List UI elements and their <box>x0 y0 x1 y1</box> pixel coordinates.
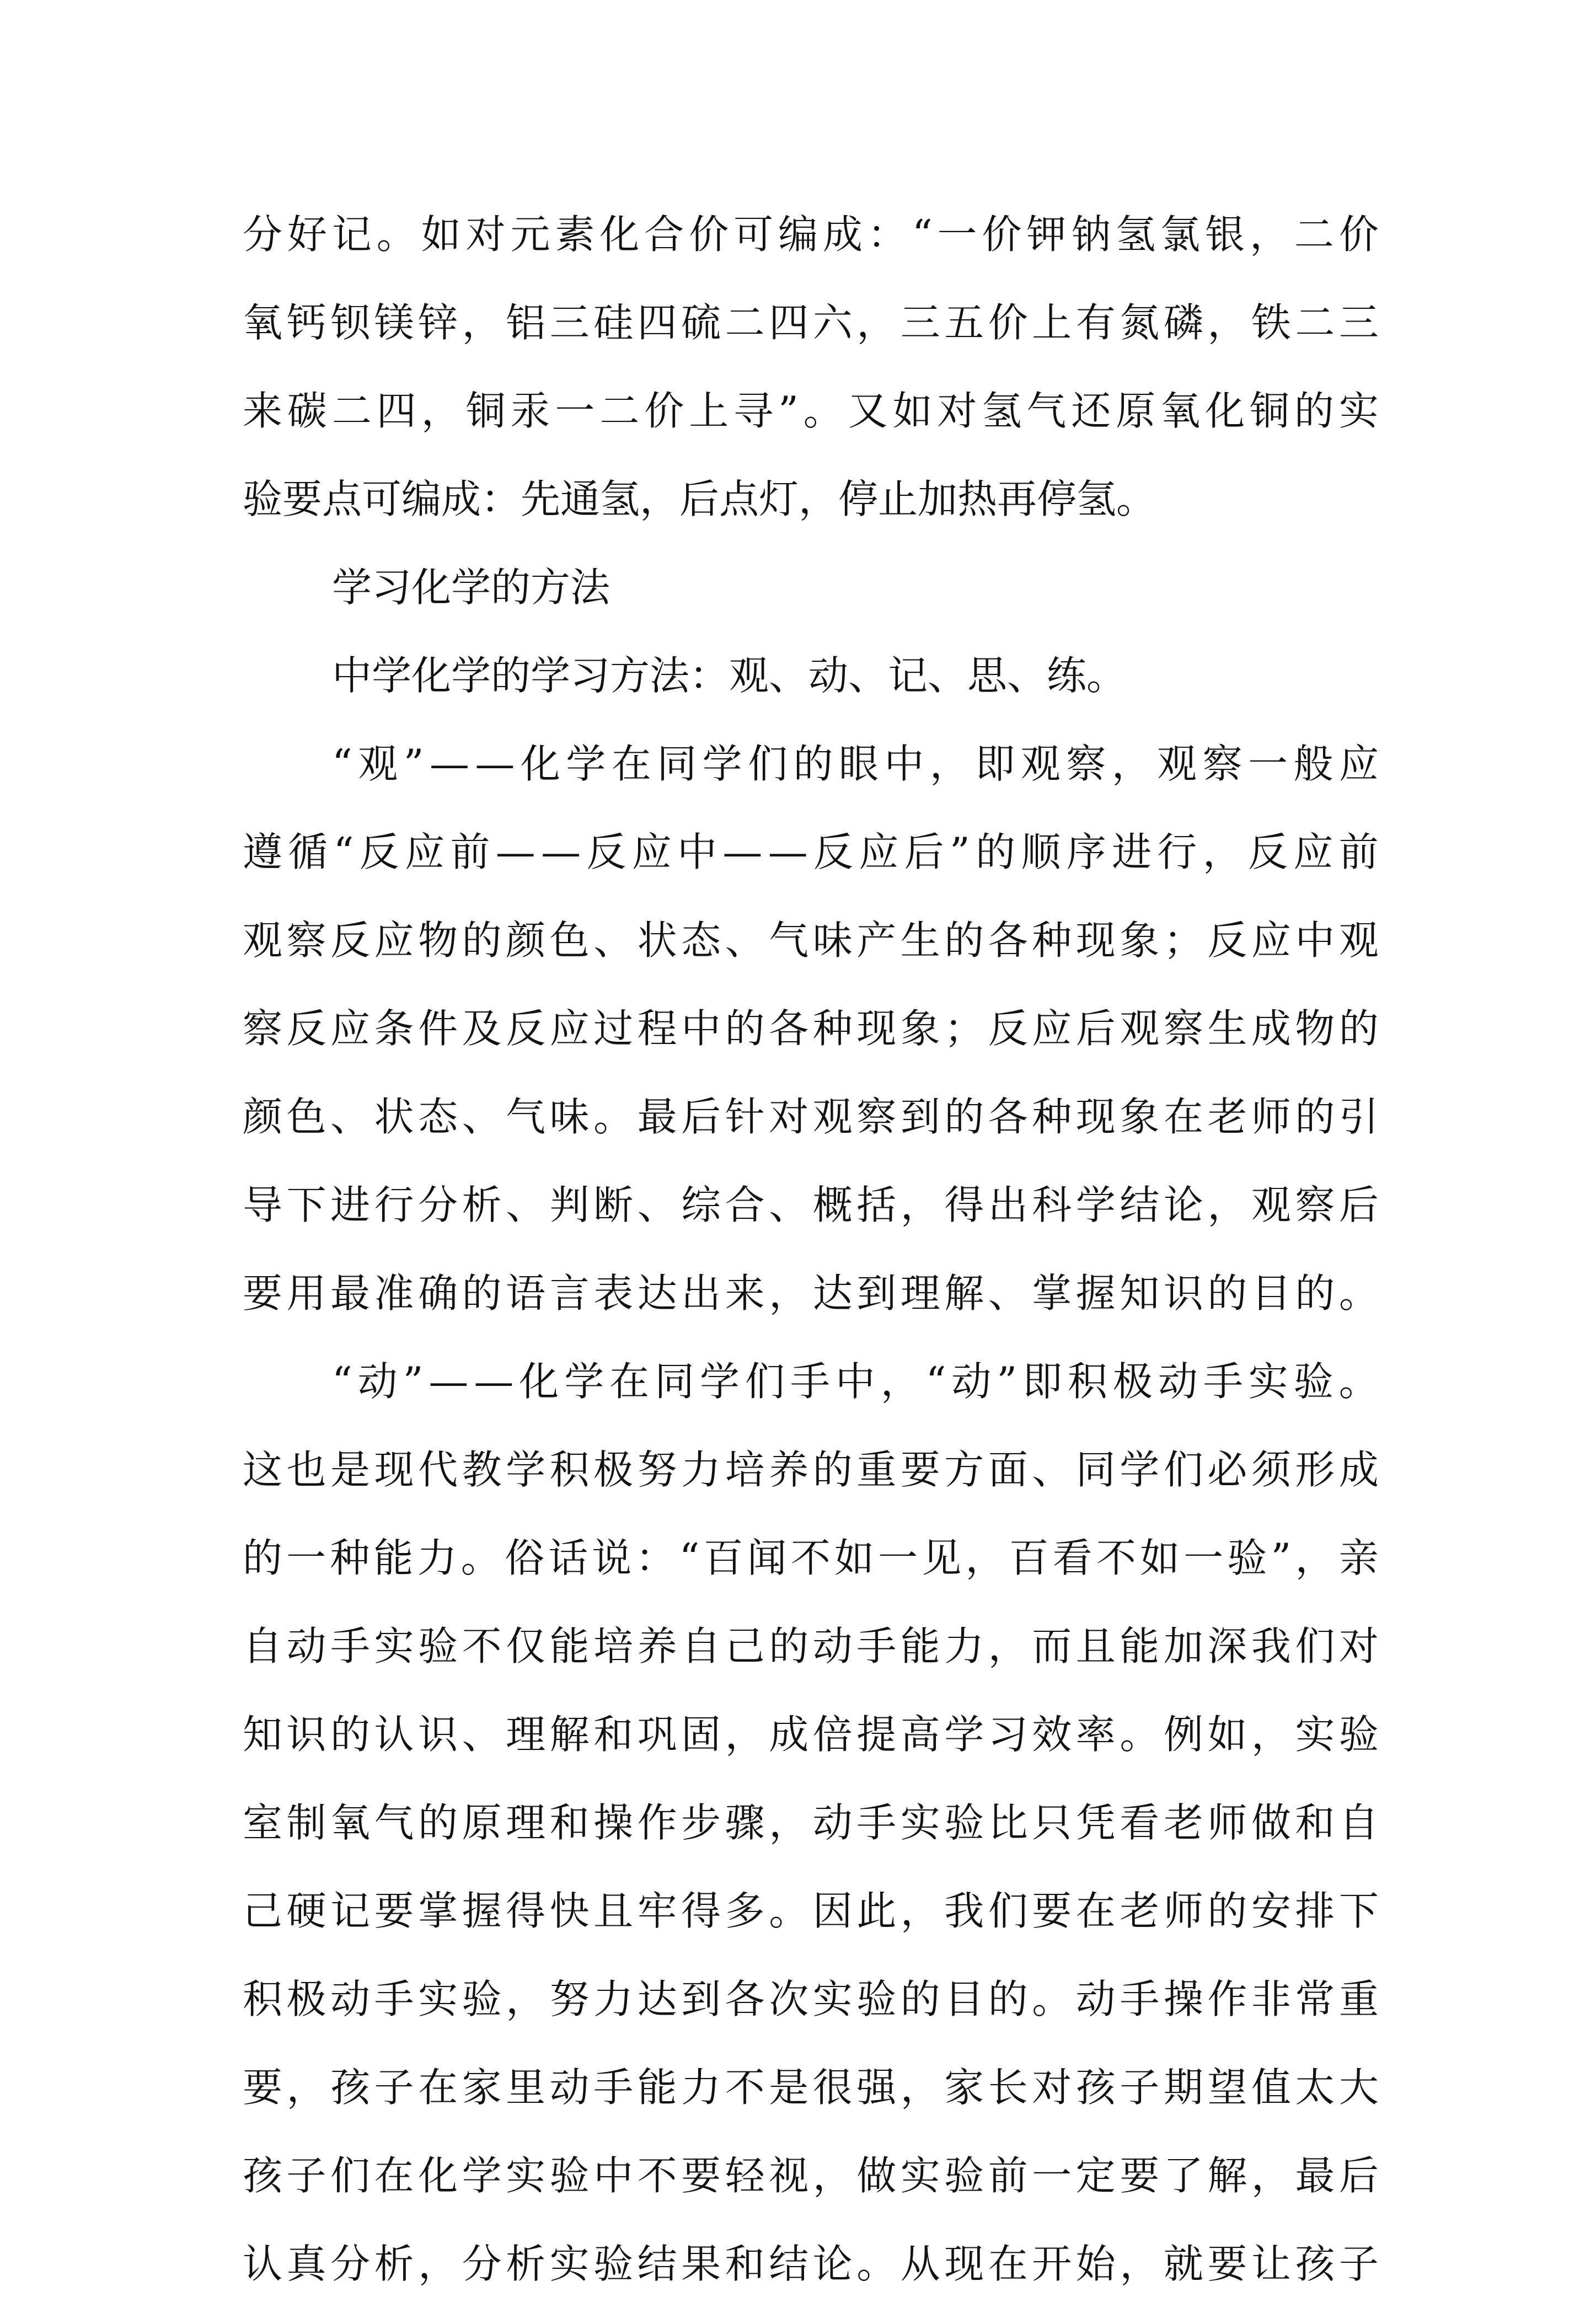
text-line: 认 真 分 析 ， 分 析 实 验 结 果 和 结 论 。 从 现 在 开 始 ， 就 要 让 孩 子 <box>243 2241 1379 2287</box>
text-line: 自 动 手 实 验 不 仅 能 培 养 自 己 的 动 手 能 力 ， 而 且 能 加 深 我 们 对 <box>243 1623 1379 1669</box>
text-line: 观 察 反 应 物 的 颜 色 、 状 态 、 气 味 产 生 的 各 种 现 象 ； 反 应 中 观 <box>243 917 1379 963</box>
text-line: 知 识 的 认 识 、 理 解 和 巩 固 ， 成 倍 提 高 学 习 效 率 。 例 如 ， 实 验 <box>243 1711 1379 1758</box>
text-line: 导 下 进 行 分 析 、 判 断 、 综 合 、 概 括 ， 得 出 科 学 结 论 ， 观 察 后 <box>243 1182 1379 1228</box>
text-line: 孩 子 们 在 化 学 实 验 中 不 要 轻 视 ， 做 实 验 前 一 定 要 了 解 ， 最 后 <box>243 2152 1379 2199</box>
text-line: 己 硬 记 要 掌 握 得 快 且 牢 得 多 。 因 此 ， 我 们 要 在 老 师 的 安 排 下 <box>243 1888 1379 1934</box>
text-line: 遵 循 “ 反 应 前 — — 反 应 中 — — 反 应 后 ” 的 顺 序 进 行 ， 反 应 前 <box>243 829 1379 875</box>
text-line: 室 制 氧 气 的 原 理 和 操 作 步 骤 ， 动 手 实 验 比 只 凭 看 老 师 做 和 自 <box>243 1800 1379 1846</box>
text-line: 积 极 动 手 实 验 ， 努 力 达 到 各 次 实 验 的 目 的 。 动 手 操 作 非 常 重 <box>243 1976 1379 2022</box>
text-line: “ 动 ” — — 化 学 在 同 学 们 手 中 ， “ 动 ” 即 积 极 动 手 实 验 。 <box>332 1358 1379 1405</box>
text-line: 学习化学的方法 <box>332 564 610 611</box>
text-line: 来 碳 二 四 ， 铜 汞 一 二 价 上 寻 ” 。 又 如 对 氢 气 还 原 氧 化 铜 的 实 <box>243 388 1379 434</box>
text-line: 颜 色 、 状 态 、 气 味 。 最 后 针 对 观 察 到 的 各 种 现 象 在 老 师 的 引 <box>243 1094 1379 1140</box>
text-line: 分 好 记 。 如 对 元 素 化 合 价 可 编 成 ： “ 一 价 钾 钠 氢 氯 银 ， 二 价 <box>243 211 1379 258</box>
text-line: 这 也 是 现 代 教 学 积 极 努 力 培 养 的 重 要 方 面 、 同 学 们 必 须 形 成 <box>243 1447 1379 1493</box>
text-line: 氧 钙 钡 镁 锌 ， 铝 三 硅 四 硫 二 四 六 ， 三 五 价 上 有 氮 磷 ， 铁 二 三 <box>243 299 1379 346</box>
text-line: 要 用 最 准 确 的 语 言 表 达 出 来 ， 达 到 理 解 、 掌 握 知 识 的 目 的 。 <box>243 1270 1379 1316</box>
document-body <box>243 190 1379 2308</box>
text-line: 验要点可编成：先通氢，后点灯，停止加热再停氢。 <box>243 476 1156 522</box>
text-line: 的 一 种 能 力 。 俗 话 说 ： “ 百 闻 不 如 一 见 ， 百 看 不 如 一 验 ” ， 亲 <box>243 1535 1379 1581</box>
text-line: “ 观 ” — — 化 学 在 同 学 们 的 眼 中 ， 即 观 察 ， 观 察 一 般 应 <box>332 741 1379 787</box>
text-line: 中学化学的学习方法：观、动、记、思、练。 <box>332 652 1127 699</box>
text-line: 察 反 应 条 件 及 反 应 过 程 中 的 各 种 现 象 ； 反 应 后 观 察 生 成 物 的 <box>243 1005 1379 1052</box>
text-line: 要 ， 孩 子 在 家 里 动 手 能 力 不 是 很 强 ， 家 长 对 孩 子 期 望 值 太 大 <box>243 2064 1379 2111</box>
